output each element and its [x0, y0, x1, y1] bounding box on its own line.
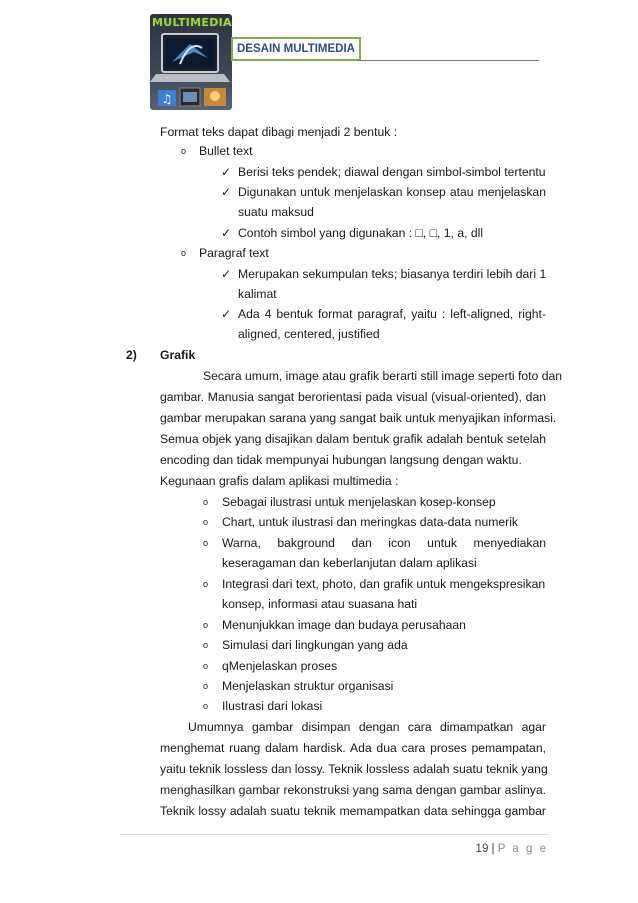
list-item: Menunjukkan image dan budaya perusahaan — [222, 618, 466, 632]
circle-bullet-icon: o — [181, 146, 187, 156]
paragraph1-line1: Secara umum, image atau grafik berarti still image seperti foto dan — [203, 369, 563, 383]
footer-rule — [120, 834, 548, 835]
paragraf-text-label: Paragraf text — [199, 246, 269, 260]
check-icon: ✓ — [221, 165, 232, 179]
circle-bullet-icon: o — [203, 497, 209, 507]
circle-bullet-icon: o — [203, 640, 209, 650]
circle-bullet-icon: o — [203, 661, 209, 671]
bullet-item-2-line1: Digunakan untuk menjelaskan konsep atau menjelaskan — [238, 185, 546, 199]
paragraph2-line1: Umumnya gambar disimpan dengan cara dimampatkan agar — [188, 720, 546, 734]
paragraf-item-2-line1: Ada 4 bentuk format paragraf, yaitu : left-aligned, right- — [238, 307, 546, 321]
paragraph2-line3: yaitu teknik lossless dan lossy. Teknik lossless adalah suatu teknik yang — [160, 762, 548, 776]
page-number: 19 — [475, 843, 489, 855]
paragraf-item-2-line2: aligned, centered, justified — [238, 327, 380, 341]
check-icon: ✓ — [221, 307, 232, 321]
list-item: Integrasi dari text, photo, dan grafik untuk mengekspresikan — [222, 577, 546, 591]
paragraf-item-1-line1: Merupakan sekumpulan teks; biasanya terdiri lebih dari 1 — [238, 267, 547, 281]
kegunaan-label: Kegunaan grafis dalam aplikasi multimedia : — [160, 474, 399, 488]
circle-bullet-icon: o — [203, 620, 209, 630]
logo-text: MULTIMEDIA — [152, 16, 232, 29]
page-footer — [470, 843, 548, 855]
header-title: DESAIN MULTIMEDIA — [231, 37, 361, 61]
multimedia-logo — [150, 14, 232, 110]
list-item: keseragaman dan keberlanjutan dalam aplikasi — [222, 556, 477, 570]
check-icon: ✓ — [221, 185, 232, 199]
circle-bullet-icon: o — [203, 579, 209, 589]
section-title: Grafik — [160, 348, 196, 362]
circle-bullet-icon: o — [203, 681, 209, 691]
list-item: qMenjelaskan proses — [222, 659, 338, 673]
bullet-item-3: Contoh simbol yang digunakan : □, □, 1, a, dll — [238, 226, 484, 240]
svg-text:♫: ♫ — [161, 92, 173, 106]
circle-bullet-icon: o — [181, 248, 187, 258]
page-label: P a g e — [497, 843, 548, 855]
header-rule — [357, 60, 539, 61]
section-number: 2) — [126, 348, 137, 362]
paragraph1-line5: encoding dan tidak mempunyai hubungan langsung dengan waktu. — [160, 453, 522, 467]
list-item: Simulasi dari lingkungan yang ada — [222, 638, 408, 652]
footer-separator: | — [491, 843, 495, 855]
list-item: konsep, informasi atau suasana hati — [222, 597, 418, 611]
intro-text: Format teks dapat dibagi menjadi 2 bentuk : — [160, 125, 398, 139]
paragraph2-line2: menghemat ruang dalam hardisk. Ada dua cara proses pemampatan, — [160, 741, 546, 755]
circle-bullet-icon: o — [203, 517, 209, 527]
list-item: Menjelaskan struktur organisasi — [222, 679, 394, 693]
list-item: Warna, bakground dan icon untuk menyediakan — [222, 536, 546, 550]
check-icon: ✓ — [221, 226, 232, 240]
list-item: Sebagai ilustrasi untuk menjelaskan kosep-konsep — [222, 495, 496, 509]
paragraph1-line3: gambar merupakan sarana yang sangat baik untuk menyajikan informasi. — [160, 411, 557, 425]
bullet-item-2-line2: suatu maksud — [238, 205, 314, 219]
paragraph1-line2: gambar. Manusia sangat berorientasi pada visual (visual-oriented), dan — [160, 390, 546, 404]
bullet-item-1: Berisi teks pendek; diawal dengan simbol-simbol tertentu — [238, 165, 546, 179]
list-item: Chart, untuk ilustrasi dan meringkas data-data numerik — [222, 515, 519, 529]
paragraph2-line4: menghasilkan gambar rekonstruksi yang sama dengan gambar aslinya. — [160, 783, 546, 797]
circle-bullet-icon: o — [203, 538, 209, 548]
paragraph2-line5: Teknik lossy adalah suatu teknik memampatkan data sehingga gambar — [160, 804, 546, 818]
list-item: Ilustrasi dari lokasi — [222, 699, 323, 713]
circle-bullet-icon: o — [203, 701, 209, 711]
laptop-icon — [150, 14, 232, 110]
paragraf-item-1-line2: kalimat — [238, 287, 277, 301]
check-icon: ✓ — [221, 267, 232, 281]
bullet-text-label: Bullet text — [199, 144, 253, 158]
paragraph1-line4: Semua objek yang disajikan dalam bentuk grafik adalah bentuk setelah — [160, 432, 546, 446]
